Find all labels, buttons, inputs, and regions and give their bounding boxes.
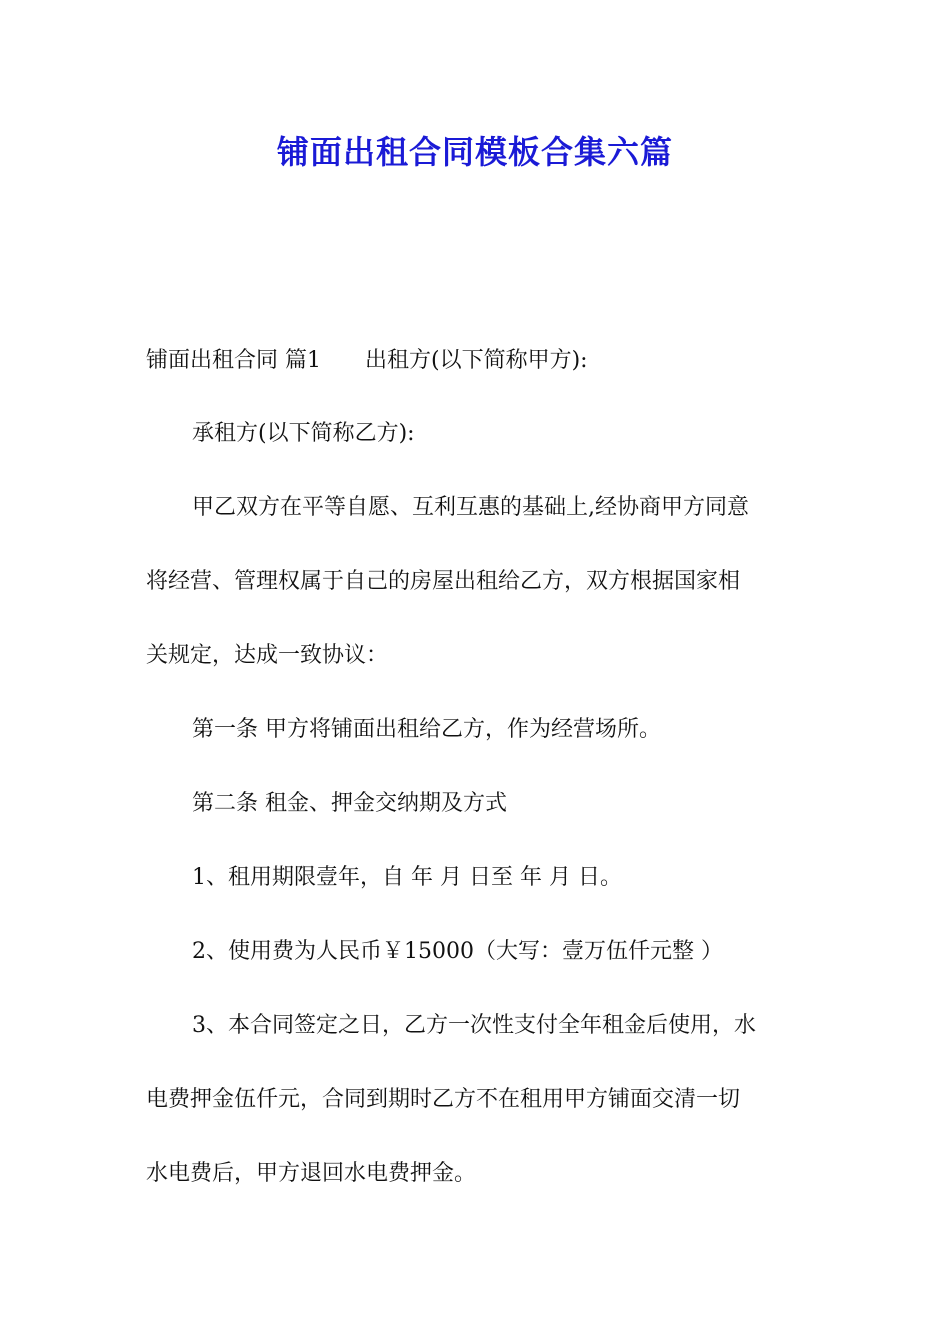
lessee-label: 承租方(以下简称乙方): [192,421,415,446]
lessor-label: 出租方(以下简称甲方): [365,348,588,373]
item-3-line-1: 3、本合同签定之日，乙方一次性支付全年租金后使用，水 [192,1013,756,1038]
heading-line [146,324,816,397]
intro-line-3: 关规定，达成一致协议： [146,643,389,668]
intro-line-2: 将经营、管理权属于自己的房屋出租给乙方，双方根据国家相 [146,569,741,594]
article-1: 第一条 甲方将铺面出租给乙方，作为经营场所。 [192,717,661,742]
item-1: 1、租用期限壹年，自 年 月 日至 年 月 日。 [192,865,622,890]
document-title: 铺面出租合同模板合集六篇 [276,133,673,171]
section-label: 铺面出租合同 篇1 [146,348,321,373]
item-3-line-3: 水电费后，甲方退回水电费押金。 [146,1161,477,1186]
article-2: 第二条 租金、押金交纳期及方式 [192,791,507,816]
intro-line-1: 甲乙双方在平等自愿、互利互惠的基础上,经协商甲方同意 [192,495,749,520]
item-3-line-2: 电费押金伍仟元，合同到期时乙方不在租用甲方铺面交清一切 [146,1087,741,1112]
item-2: 2、使用费为人民币￥15000（大写：壹万伍仟元整 ） [192,939,723,964]
